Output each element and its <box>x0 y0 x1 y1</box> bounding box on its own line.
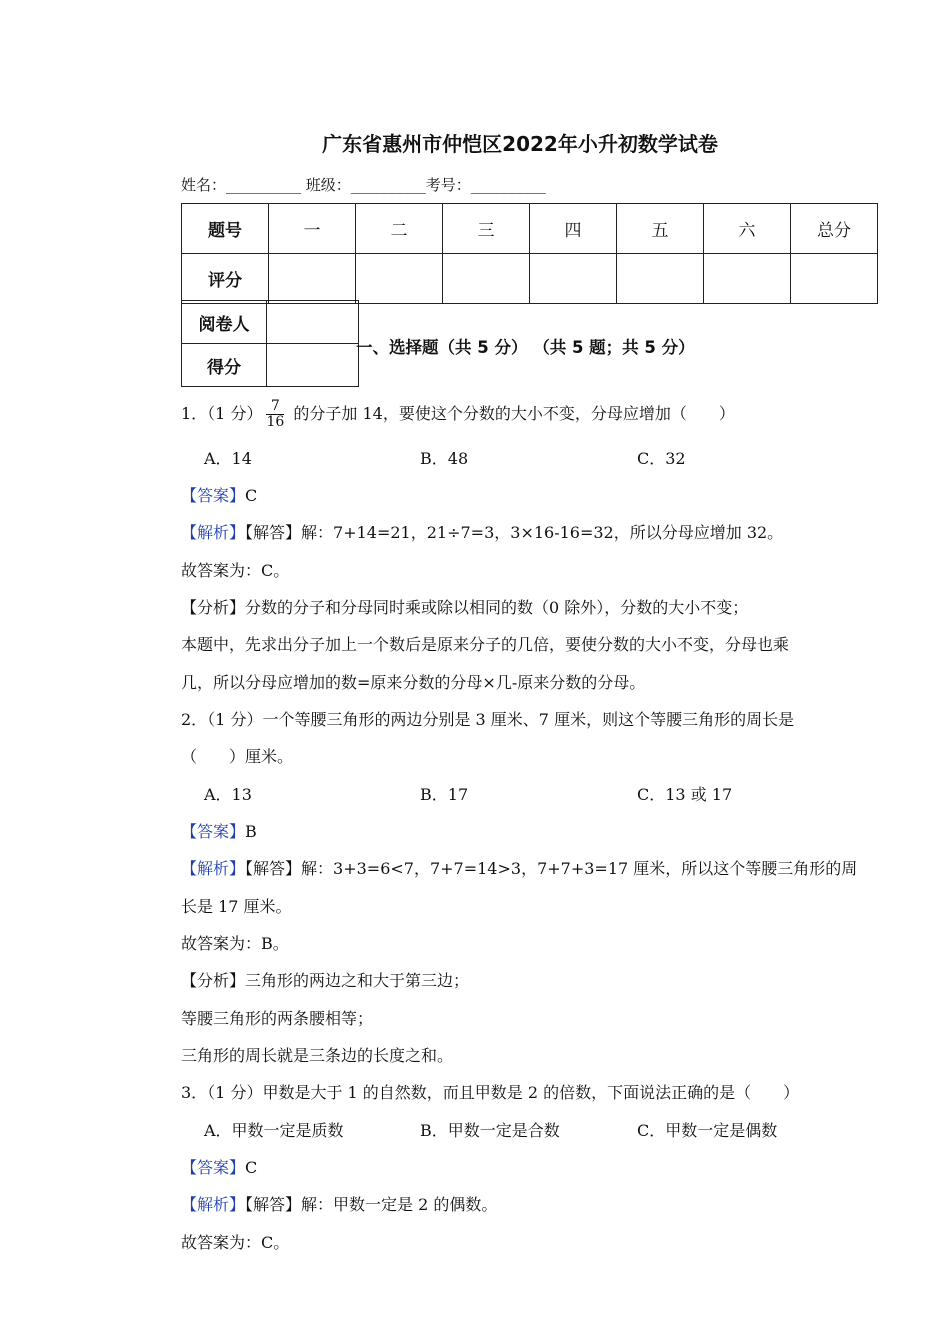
option-a: A．14 <box>204 449 252 468</box>
header-cell: 五 <box>617 204 704 254</box>
option-a: A．甲数一定是质数 <box>204 1121 344 1140</box>
analysis-line: 三角形的周长就是三条边的长度之和。 <box>181 1046 454 1065</box>
analysis-line: 等腰三角形的两条腰相等； <box>181 1009 374 1028</box>
option-c: C．13 或 17 <box>637 785 733 804</box>
student-info-line: 姓名：__________ 班级：__________考号：__________ <box>181 176 546 194</box>
answer-tag: 【答案】 <box>181 822 246 841</box>
score-cell <box>356 254 443 304</box>
explanation-line <box>181 1192 497 1215</box>
explanation-tag: 【解析】 <box>181 523 246 542</box>
reviewer-cell <box>267 301 359 344</box>
answer-tag: 【答案】 <box>181 486 246 505</box>
score-table <box>181 203 878 304</box>
option-a: A．13 <box>204 785 252 804</box>
option-b: B．17 <box>420 785 469 804</box>
question-text: 的分子加 14，要使这个分数的大小不变，分母应增加（ ） <box>288 404 735 423</box>
header-cell: 四 <box>530 204 617 254</box>
fraction <box>266 399 284 430</box>
analysis-line: 本题中，先求出分子加上一个数后是原来分子的几倍，要使分数的大小不变，分母也乘 <box>181 635 790 654</box>
answer-value: C <box>245 486 258 505</box>
answer-line <box>181 819 257 842</box>
page-title: 广东省惠州市仲恺区2022年小升初数学试卷 <box>322 132 718 156</box>
explanation-tag: 【解析】 <box>181 1195 246 1214</box>
section-title: 一、选择题（共 5 分） （共 5 题；共 5 分） <box>356 338 695 357</box>
score-cell <box>443 254 530 304</box>
answer-line <box>181 483 257 506</box>
fraction-numerator: 7 <box>266 399 284 415</box>
section-score-label: 得分 <box>182 344 267 387</box>
explanation-text: 【解答】解：7+14=21，21÷7=3，3×16-16=32，所以分母应增加 32。 <box>245 523 784 542</box>
analysis-line: 【分析】三角形的两边之和大于第三边； <box>181 971 470 990</box>
answer-value: C <box>245 1158 258 1177</box>
conclusion-line: 故答案为：B。 <box>181 934 289 953</box>
score-cell <box>269 254 356 304</box>
answer-line <box>181 1155 257 1178</box>
explanation-line-cont: 长是 17 厘米。 <box>181 897 292 916</box>
question-2: 2．（1 分）一个等腰三角形的两边分别是 3 厘米、7 厘米，则这个等腰三角形的周长是 <box>181 710 795 729</box>
option-b: B．48 <box>420 449 469 468</box>
header-cell: 总分 <box>791 204 878 254</box>
explanation-text: 【解答】解：3+3=6<7，7+7=14>3，7+7+3=17 厘米，所以这个等腰三角形的周 <box>245 859 858 878</box>
question-3: 3．（1 分）甲数是大于 1 的自然数，而且甲数是 2 的倍数，下面说法正确的是（ ） <box>181 1083 800 1102</box>
reviewer-label: 阅卷人 <box>182 301 267 344</box>
score-cell <box>791 254 878 304</box>
reviewer-table <box>181 300 359 387</box>
question-2-cont: （ ）厘米。 <box>181 747 294 766</box>
conclusion-line: 故答案为：C。 <box>181 1233 290 1252</box>
option-c: C．32 <box>637 449 686 468</box>
header-cell: 一 <box>269 204 356 254</box>
explanation-line <box>181 856 857 879</box>
question-number: 1．（1 分） <box>181 404 263 423</box>
header-cell: 三 <box>443 204 530 254</box>
header-cell: 二 <box>356 204 443 254</box>
answer-value: B <box>245 822 257 841</box>
score-cell <box>530 254 617 304</box>
explanation-tag: 【解析】 <box>181 859 246 878</box>
answer-tag: 【答案】 <box>181 1158 246 1177</box>
question-1 <box>181 399 735 430</box>
option-b: B．甲数一定是合数 <box>420 1121 560 1140</box>
score-cell <box>704 254 791 304</box>
explanation-line <box>181 520 783 543</box>
explanation-text: 【解答】解：甲数一定是 2 的偶数。 <box>245 1195 498 1214</box>
analysis-line: 【分析】分数的分子和分母同时乘或除以相同的数（0 除外），分数的大小不变； <box>181 598 749 617</box>
score-cell <box>617 254 704 304</box>
header-cell: 题号 <box>182 204 269 254</box>
option-c: C．甲数一定是偶数 <box>637 1121 778 1140</box>
analysis-line: 几，所以分母应增加的数=原来分数的分母×几-原来分数的分母。 <box>181 673 646 692</box>
row-label: 评分 <box>182 254 269 304</box>
header-cell: 六 <box>704 204 791 254</box>
conclusion-line: 故答案为：C。 <box>181 561 290 580</box>
fraction-denominator: 16 <box>266 414 285 430</box>
section-score-cell <box>267 344 359 387</box>
